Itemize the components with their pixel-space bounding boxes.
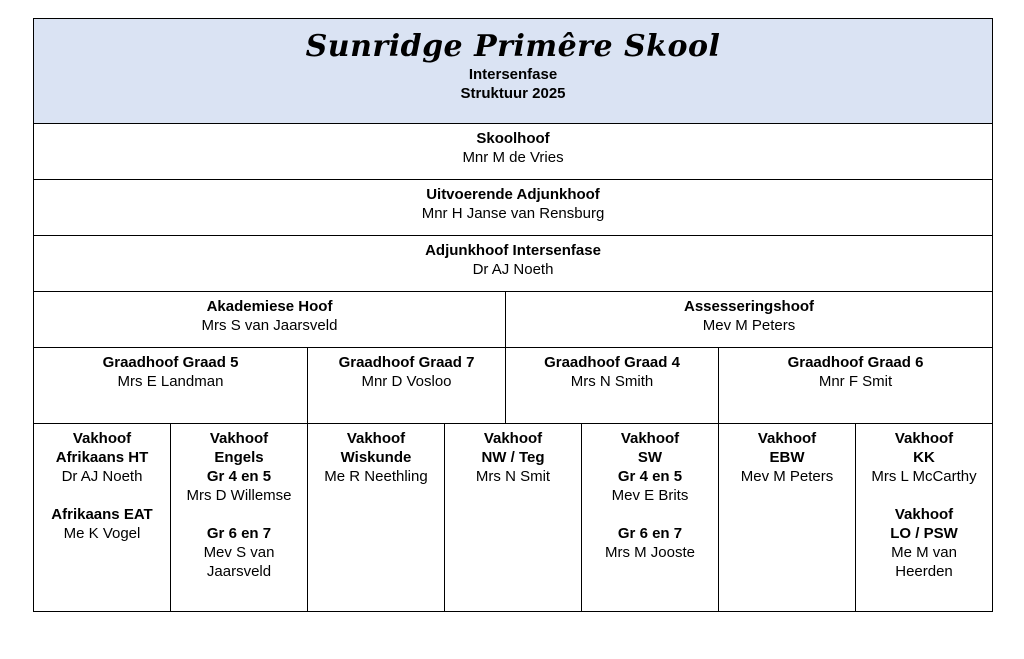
- grade-head-role: Graadhoof Graad 6: [787, 354, 924, 371]
- deputy-phase-cell: [34, 236, 993, 292]
- subject-name: SW: [637, 449, 663, 466]
- deputy-phase-name: Dr AJ Noeth: [472, 261, 554, 278]
- grade-head-name: Mnr F Smit: [818, 373, 893, 390]
- grade-head-role: Graadhoof Graad 5: [102, 354, 239, 371]
- subject-head-name: Me M van: [891, 544, 957, 561]
- subject-name: NW / Teg: [481, 449, 545, 466]
- subject-head-title: Vakhoof: [209, 430, 269, 447]
- executive-deputy-role: Uitvoerende Adjunkhoof: [426, 186, 600, 203]
- subject-head-name: Mrs L McCarthy: [871, 468, 977, 485]
- subject-name: EBW: [769, 449, 805, 466]
- subject-head-title: Vakhoof: [894, 506, 954, 523]
- academic-head-cell: [34, 292, 506, 348]
- subject-head-name: Mev M Peters: [740, 468, 834, 485]
- subject-head-name: Heerden: [895, 563, 953, 580]
- grade-head-role: Graadhoof Graad 7: [338, 354, 475, 371]
- academic-head-name: Mrs S van Jaarsveld: [201, 317, 338, 334]
- header-cell: [34, 19, 993, 124]
- subject-head-name: Jaarsveld: [206, 563, 272, 580]
- grade-head-name: Mnr D Vosloo: [361, 373, 452, 390]
- subject-head-title: Vakhoof: [757, 430, 817, 447]
- grade-head-cell: [34, 348, 308, 424]
- executive-deputy-name: Mnr H Janse van Rensburg: [421, 205, 605, 222]
- subject-name: KK: [913, 449, 935, 466]
- subject-head-title: Vakhoof: [72, 430, 132, 447]
- org-structure-table: [33, 18, 993, 612]
- subject-head-name: Mrs M Jooste: [604, 544, 695, 561]
- subject-head-title: Vakhoof: [894, 430, 954, 447]
- assessment-head-name: Mev M Peters: [702, 317, 796, 334]
- assessment-head-cell: [506, 292, 993, 348]
- phase-label: Intersenfase: [468, 66, 558, 83]
- assessment-head-role: Assesseringshoof: [683, 298, 815, 315]
- subject-head-wiskunde-cell: [308, 424, 445, 612]
- grade-head-role: Graadhoof Graad 4: [544, 354, 680, 371]
- subject-name: Afrikaans EAT: [51, 506, 153, 523]
- subject-head-title: Vakhoof: [620, 430, 680, 447]
- school-title: Sunridge Primêre Skool: [305, 29, 721, 64]
- subject-head-name: Mev S van: [203, 544, 275, 561]
- grade-head-name: Mrs E Landman: [117, 373, 224, 390]
- grade-range: Gr 4 en 5: [206, 468, 272, 485]
- subject-head-sw-cell: [582, 424, 719, 612]
- grade-head-cell: [719, 348, 993, 424]
- principal-name: Mnr M de Vries: [462, 149, 564, 166]
- subject-head-nw-teg-cell: [445, 424, 582, 612]
- subject-head-kk-cell: [856, 424, 993, 612]
- executive-deputy-cell: [34, 180, 993, 236]
- grade-range: Gr 6 en 7: [617, 525, 683, 542]
- subject-head-title: Vakhoof: [483, 430, 543, 447]
- subject-name: Afrikaans HT: [55, 449, 149, 466]
- subject-head-engels-cell: [171, 424, 308, 612]
- subject-head-name: Mev E Brits: [611, 487, 689, 504]
- principal-role: Skoolhoof: [476, 130, 550, 147]
- subject-head-title: Vakhoof: [346, 430, 406, 447]
- subject-head-name: Mrs N Smit: [475, 468, 551, 485]
- structure-label: Struktuur 2025: [460, 85, 566, 102]
- org-structure-document: [33, 18, 988, 612]
- subject-name: Engels: [214, 449, 264, 466]
- academic-head-role: Akademiese Hoof: [206, 298, 333, 315]
- subject-head-afrikaans-cell: [34, 424, 171, 612]
- grade-head-cell: [308, 348, 506, 424]
- subject-head-name: Me K Vogel: [63, 525, 141, 542]
- subject-head-name: Mrs D Willemse: [186, 487, 292, 504]
- grade-range: Gr 4 en 5: [617, 468, 683, 485]
- subject-name: LO / PSW: [890, 525, 958, 542]
- subject-name: Wiskunde: [340, 449, 412, 466]
- principal-cell: [34, 124, 993, 180]
- grade-head-name: Mrs N Smith: [570, 373, 654, 390]
- subject-head-name: Me R Neethling: [324, 468, 428, 485]
- grade-head-cell: [506, 348, 719, 424]
- subject-head-ebw-cell: [719, 424, 856, 612]
- grade-range: Gr 6 en 7: [206, 525, 272, 542]
- deputy-phase-role: Adjunkhoof Intersenfase: [425, 242, 601, 259]
- subject-head-name: Dr AJ Noeth: [61, 468, 143, 485]
